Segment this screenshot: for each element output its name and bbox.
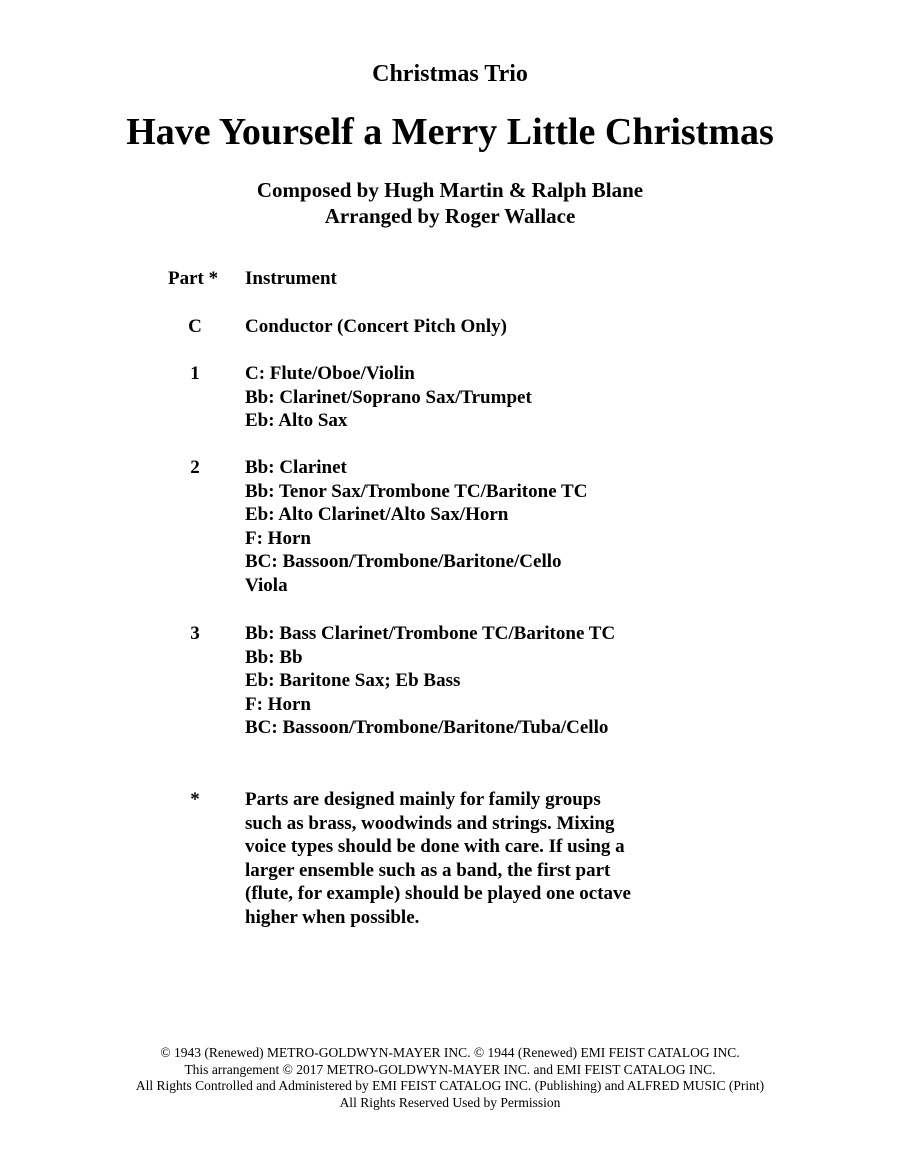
note-marker: * — [190, 789, 200, 810]
instrument-line: F: Horn — [245, 693, 311, 715]
part-number: 2 — [190, 457, 200, 478]
instrument-column-header: Instrument — [245, 268, 337, 289]
instrument-line: Eb: Baritone Sax; Eb Bass — [245, 670, 461, 691]
instrument-list — [245, 362, 532, 433]
song-title: Have Yourself a Merry Little Christmas — [126, 111, 774, 153]
instrument-line: Eb: Alto Clarinet/Alto Sax/Horn — [245, 504, 509, 525]
copyright-line: All Rights Reserved Used by Permission — [339, 1094, 561, 1110]
note-line: higher when possible. — [245, 906, 420, 928]
series-title: Christmas Trio — [372, 61, 528, 87]
copyright-notice — [0, 1045, 900, 1111]
note-line: larger ensemble such as a band, the first part — [245, 859, 611, 881]
note-line: such as brass, woodwinds and strings. Mixing — [245, 812, 615, 834]
note-line: (flute, for example) should be played one octave — [245, 883, 631, 904]
part-number: 1 — [190, 363, 200, 384]
instrument-line: BC: Bassoon/Trombone/Baritone/Cello — [245, 551, 562, 572]
part-column-header: Part * — [168, 268, 219, 289]
copyright-line: This arrangement © 2017 METRO-GOLDWYN-MAYER INC. and EMI FEIST CATALOG INC. — [184, 1061, 716, 1077]
note-text — [245, 788, 631, 929]
instrument-line: C: Flute/Oboe/Violin — [245, 363, 415, 384]
instrument-line: Viola — [245, 574, 288, 596]
instrument-list — [245, 456, 587, 597]
instrument-line: Bb: Bb — [245, 646, 303, 668]
composer-credit: Composed by Hugh Martin & Ralph Blane — [256, 178, 644, 202]
instrument-line: F: Horn — [245, 527, 311, 549]
instrument-list — [245, 622, 615, 740]
part-number: C — [188, 316, 202, 337]
arranger-credit: Arranged by Roger Wallace — [324, 204, 576, 228]
copyright-line: All Rights Controlled and Administered by EMI FEIST CATALOG INC. (Publishing) and ALFRED MUSIC (Print) — [135, 1078, 765, 1093]
note-line: Parts are designed mainly for family groups — [245, 789, 601, 810]
instrument-line: Bb: Clarinet/Soprano Sax/Trumpet — [245, 386, 532, 408]
instrument-list — [245, 315, 507, 339]
instrument-line: Bb: Clarinet — [245, 457, 347, 478]
instrument-line: Eb: Alto Sax — [245, 410, 348, 431]
copyright-line: © 1943 (Renewed) METRO-GOLDWYN-MAYER INC. © 1944 (Renewed) EMI FEIST CATALOG INC. — [160, 1045, 740, 1060]
instrument-line: Bb: Bass Clarinet/Trombone TC/Baritone TC — [245, 623, 616, 644]
part-number: 3 — [190, 623, 200, 644]
instrument-line: Bb: Tenor Sax/Trombone TC/Baritone TC — [245, 480, 588, 502]
note-line: voice types should be done with care. If using a — [245, 836, 625, 857]
instrument-line: BC: Bassoon/Trombone/Baritone/Tuba/Cello — [245, 717, 609, 738]
instrument-line: Conductor (Concert Pitch Only) — [245, 316, 507, 337]
